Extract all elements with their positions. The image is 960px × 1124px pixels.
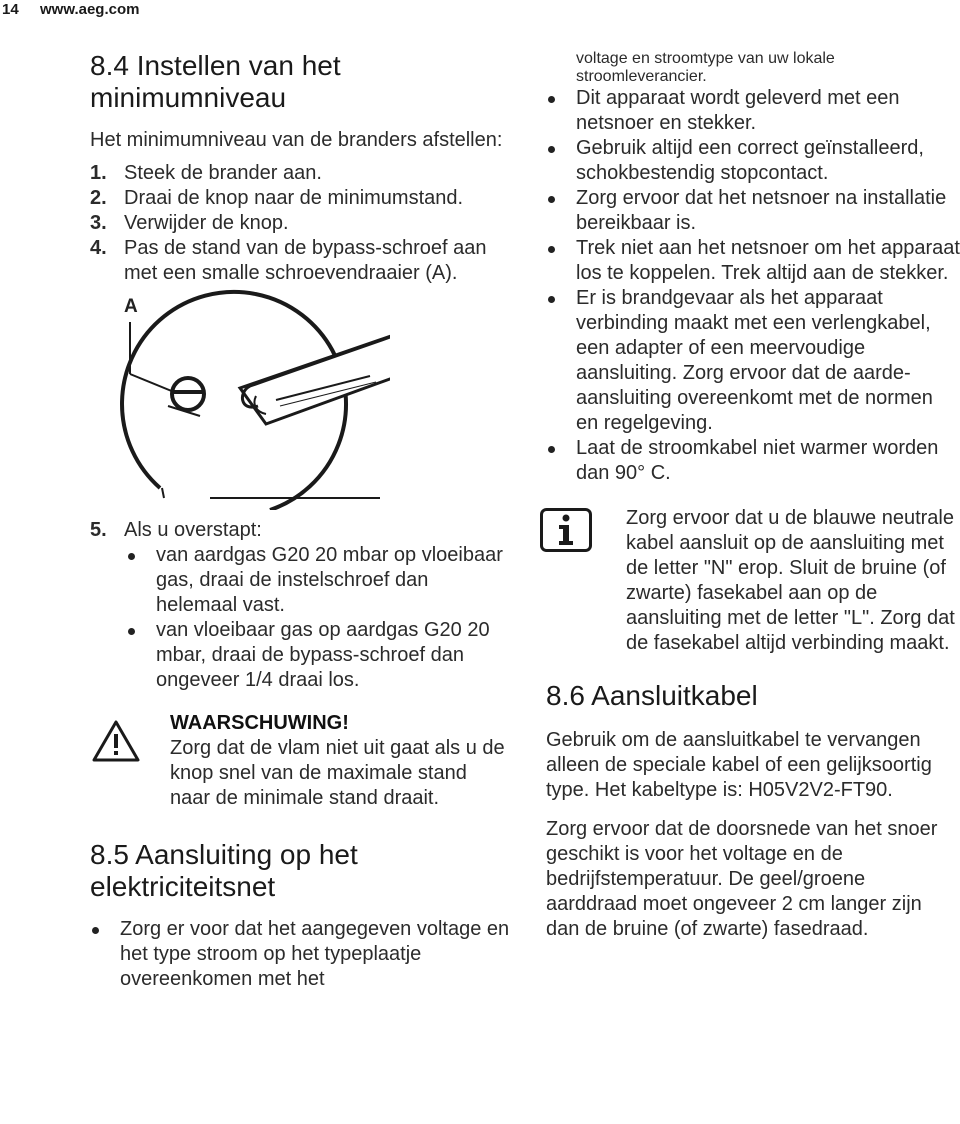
section-8-6-paragraph: Gebruik om de aansluitkabel te vervangen alleen de speciale kabel of een gelijksoortig type. Het kabeltype is: H05V2V2-FT90. [546,729,932,801]
section-8-4-intro: Het minimumniveau van de branders afstellen: [90,129,503,151]
warning-triangle-icon [92,719,140,768]
mains-list [546,86,960,486]
step-item [90,186,510,211]
list-item: Er is brandgevaar als het apparaat verbinding maakt met een verlengkabel, een adapter of een meervoudige aansluiting. Zorg ervoor dat de aarde-aansluiting overeenkomt met de normen en regelgeving. [546,286,960,436]
warning-title: WAARSCHUWING! [170,712,349,734]
list-item: van vloeibaar gas op aardgas G20 20 mbar, draai de bypass-schroef dan ongeveer 1/4 draai los. [126,618,510,693]
step-text: Steek de brander aan. [124,162,322,184]
left-column [90,50,510,992]
website-url[interactable]: www.aeg.com [40,1,140,18]
step-text: Pas de stand van de bypass-schroef aan met een smalle schroevendraaier (A). [124,237,487,284]
knob-illustration [90,288,390,510]
gas-conversion-list [90,543,510,693]
step-item [90,211,510,236]
step-item [90,518,510,543]
section-8-6-title: 8.6 Aansluitkabel [546,680,758,711]
step-number: 1. [90,162,107,184]
step-number: 4. [90,237,107,259]
info-icon [540,508,592,557]
step-item [90,161,510,186]
section-8-4-title: 8.4 Instellen van het minimumniveau [90,50,341,113]
section-8-6-paragraph: Zorg ervoor dat de doorsnede van het snoer geschikt is voor het voltage en de bedrijfstemperatuur. De geel/groene aarddraad moet ongeveer 2 cm langer zijn dan de bruine (of zwarte) fasedraad. [546,818,938,940]
section-8-5-title: 8.5 Aansluiting op het elektriciteitsnet [90,839,358,902]
step-text: Verwijder de knop. [124,212,289,234]
bypass-screw-diagram [90,288,390,510]
step-item [90,236,510,286]
right-column [546,50,960,942]
list-item: Gebruik altijd een correct geïnstalleerd, schokbestendig stopcontact. [546,136,960,186]
list-continuation: voltage en stroomtype van uw lokale stroomleverancier. [576,50,835,85]
step-number: 3. [90,212,107,234]
info-text: Zorg ervoor dat u de blauwe neutrale kabel aansluit op de aansluiting met de letter "N" erop. Sluit de bruine (of zwarte) fasekabel aan op de aansluiting met de letter "L". Zorg dat de fasekabel altijd verbinding maakt. [626,507,955,654]
warning-box [90,711,510,811]
mains-list-start [90,917,510,992]
page-number: 14 [2,1,19,18]
steps-list [90,161,510,286]
list-item: Zorg ervoor dat het netsnoer na installatie bereikbaar is. [546,186,960,236]
step-number: 5. [90,519,107,541]
info-box [546,506,960,656]
list-item: Trek niet aan het netsnoer om het apparaat los te koppelen. Trek altijd aan de stekker. [546,236,960,286]
figure-label-a: A [124,296,138,317]
list-item: Zorg er voor dat het aangegeven voltage en het type stroom op het typeplaatje overeenkomen met het [90,917,510,992]
list-item: Laat de stroomkabel niet warmer worden dan 90° C. [546,436,960,486]
step-number: 2. [90,187,107,209]
step-text: Draai de knop naar de minimumstand. [124,187,464,209]
step-text: Als u overstapt: [124,519,262,541]
list-item: van aardgas G20 20 mbar op vloeibaar gas, draai de instelschroef dan helemaal vast. [126,543,510,618]
list-item: Dit apparaat wordt geleverd met een netsnoer en stekker. [546,86,960,136]
warning-text: Zorg dat de vlam niet uit gaat als u de knop snel van de maximale stand naar de minimale stand draait. [170,737,505,809]
